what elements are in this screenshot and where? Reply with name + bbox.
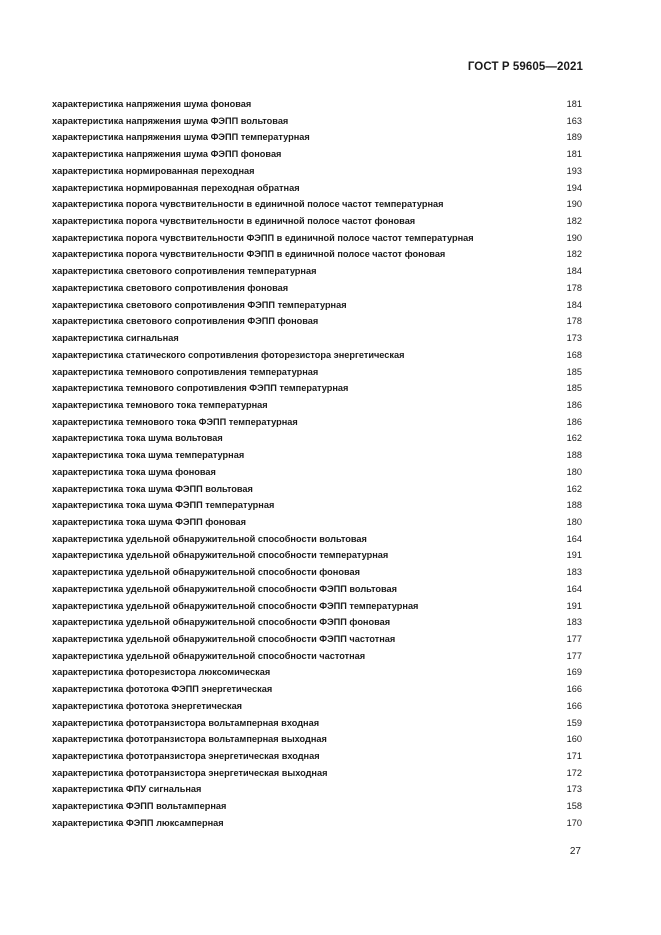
term-index-list: [52, 96, 582, 832]
index-term: характеристика удельной обнаружительной способности ФЭПП температурная: [52, 600, 419, 611]
index-row: [52, 347, 582, 364]
index-page-ref: 180: [566, 516, 582, 527]
index-page-ref: 158: [566, 801, 582, 812]
index-term: характеристика светового сопротивления фоновая: [52, 282, 289, 293]
index-row: [52, 447, 582, 464]
index-page-ref: 164: [566, 533, 582, 544]
index-term: характеристика ФЭПП люксамперная: [52, 817, 224, 828]
index-term: характеристика темнового тока ФЭПП температурная: [52, 416, 298, 427]
index-term: характеристика удельной обнаружительной способности вольтовая: [52, 533, 367, 544]
index-page-ref: 190: [566, 232, 582, 243]
index-row: [52, 514, 582, 531]
index-term: характеристика ФЭПП вольтамперная: [52, 801, 227, 812]
index-term: характеристика напряжения шума фоновая: [52, 99, 252, 109]
index-row: [52, 798, 582, 815]
index-row: [52, 230, 582, 247]
index-term: характеристика фототока ФЭПП энергетическая: [52, 684, 273, 695]
index-term: характеристика тока шума ФЭПП вольтовая: [52, 483, 253, 494]
index-page-ref: 183: [566, 567, 582, 578]
index-page-ref: 180: [566, 466, 582, 477]
index-term: характеристика фототока энергетическая: [52, 700, 243, 711]
index-page-ref: 177: [566, 634, 582, 644]
index-row: [52, 464, 582, 481]
index-term: характеристика темнового сопротивления ФЭПП температурная: [52, 383, 349, 394]
index-row: [52, 564, 582, 581]
index-term: характеристика порога чувствительности в единичной полосе частот фоновая: [52, 216, 416, 227]
index-row: [52, 246, 582, 263]
index-row: [52, 380, 582, 397]
index-page-ref: 185: [566, 366, 582, 377]
index-term: характеристика фототранзистора энергетическая выходная: [52, 767, 328, 778]
index-term: характеристика порога чувствительности ФЭПП в единичной полосе частот температурная: [52, 232, 474, 243]
index-term: характеристика тока шума температурная: [52, 450, 245, 461]
index-term: характеристика статического сопротивления фоторезистора энергетическая: [52, 349, 405, 360]
index-term: характеристика нормированная переходная обратная: [52, 182, 300, 193]
index-page-ref: 194: [566, 182, 582, 193]
index-row: [52, 297, 582, 314]
index-term: характеристика напряжения шума ФЭПП фоновая: [52, 149, 282, 160]
document-id: ГОСТ Р 59605—2021: [467, 61, 583, 73]
index-page-ref: 159: [566, 717, 582, 728]
index-term: характеристика тока шума ФЭПП фоновая: [52, 516, 246, 527]
index-term: характеристика удельной обнаружительной способности температурная: [52, 550, 389, 561]
index-page-ref: 190: [566, 199, 582, 210]
index-page-ref: 183: [566, 617, 582, 628]
index-term: характеристика светового сопротивления ФЭПП температурная: [52, 299, 347, 310]
index-page-ref: 164: [566, 583, 582, 594]
index-page-ref: 191: [566, 600, 582, 611]
index-row: [52, 163, 582, 180]
index-row: [52, 598, 582, 615]
index-row: [52, 196, 582, 213]
index-page-ref: 189: [566, 132, 582, 143]
index-page-ref: 182: [566, 249, 582, 260]
index-row: [52, 481, 582, 498]
index-row: [52, 631, 582, 648]
index-row: [52, 648, 582, 665]
index-row: [52, 96, 582, 113]
index-row: [52, 414, 582, 431]
index-row: [52, 313, 582, 330]
index-page-ref: 173: [566, 333, 582, 344]
index-term: характеристика ФПУ сигнальная: [52, 784, 202, 795]
index-page-ref: 193: [566, 165, 582, 176]
index-page-ref: 184: [566, 266, 582, 277]
index-page-ref: 166: [566, 684, 582, 695]
index-page-ref: 166: [566, 700, 582, 711]
index-term: характеристика нормированная переходная: [52, 165, 255, 176]
index-row: [52, 531, 582, 548]
index-term: характеристика тока шума фоновая: [52, 466, 216, 477]
index-term: характеристика напряжения шума ФЭПП вольтовая: [52, 115, 289, 126]
index-term: характеристика тока шума вольтовая: [52, 433, 223, 444]
index-term: характеристика удельной обнаружительной способности фоновая: [52, 567, 360, 578]
index-row: [52, 497, 582, 514]
index-row: [52, 146, 582, 163]
index-page-ref: 191: [566, 550, 582, 561]
index-page-ref: 186: [566, 399, 582, 410]
index-term: характеристика удельной обнаружительной способности ФЭПП вольтовая: [52, 583, 397, 594]
index-row: [52, 681, 582, 698]
index-row: [52, 715, 582, 732]
index-term: характеристика удельной обнаружительной способности ФЭПП фоновая: [52, 617, 391, 628]
index-page-ref: 171: [566, 751, 582, 762]
index-term: характеристика фототранзистора энергетическая входная: [52, 751, 320, 762]
index-row: [52, 765, 582, 782]
index-page-ref: 163: [566, 115, 582, 126]
index-term: характеристика порога чувствительности в единичной полосе частот температурная: [52, 199, 444, 210]
index-term: характеристика удельной обнаружительной способности ФЭПП частотная: [52, 634, 396, 644]
index-row: [52, 263, 582, 280]
index-page-ref: 184: [566, 299, 582, 310]
index-page-ref: 173: [566, 784, 582, 795]
index-row: [52, 581, 582, 598]
index-term: характеристика удельной обнаружительной способности частотная: [52, 650, 366, 661]
index-term: характеристика фототранзистора вольтамперная выходная: [52, 734, 327, 745]
index-row: [52, 180, 582, 197]
index-row: [52, 364, 582, 381]
index-row: [52, 614, 582, 631]
index-page-ref: 160: [566, 734, 582, 745]
index-row: [52, 213, 582, 230]
index-page-ref: 186: [566, 416, 582, 427]
index-page-ref: 162: [566, 433, 582, 444]
index-term: характеристика фоторезистора люксомическая: [52, 667, 271, 678]
index-row: [52, 397, 582, 414]
index-term: характеристика светового сопротивления ФЭПП фоновая: [52, 316, 319, 327]
index-term: характеристика темнового сопротивления температурная: [52, 366, 319, 377]
index-term: характеристика светового сопротивления температурная: [52, 266, 317, 277]
index-page-ref: 170: [566, 817, 582, 828]
index-page-ref: 177: [566, 650, 582, 661]
index-page-ref: 188: [566, 450, 582, 461]
index-row: [52, 113, 582, 130]
index-page-ref: 181: [566, 149, 582, 160]
index-row: [52, 815, 582, 832]
index-page-ref: 181: [566, 99, 582, 109]
index-page-ref: 178: [566, 282, 582, 293]
page-number: 27: [569, 846, 581, 857]
index-row: [52, 664, 582, 681]
index-term: характеристика тока шума ФЭПП температурная: [52, 500, 275, 511]
index-row: [52, 330, 582, 347]
index-term: характеристика напряжения шума ФЭПП температурная: [52, 132, 310, 143]
index-term: характеристика порога чувствительности ФЭПП в единичной полосе частот фоновая: [52, 249, 446, 260]
index-page-ref: 172: [566, 767, 582, 778]
index-page-ref: 168: [566, 349, 582, 360]
index-term: характеристика темнового тока температурная: [52, 399, 268, 410]
index-row: [52, 748, 582, 765]
index-term: характеристика сигнальная: [52, 333, 179, 344]
index-term: характеристика фототранзистора вольтамперная входная: [52, 717, 320, 728]
index-row: [52, 547, 582, 564]
index-row: [52, 430, 582, 447]
index-row: [52, 731, 582, 748]
index-page-ref: 169: [566, 667, 582, 678]
index-page-ref: 182: [566, 216, 582, 227]
index-page-ref: 185: [566, 383, 582, 394]
index-page-ref: 188: [566, 500, 582, 511]
index-row: [52, 781, 582, 798]
index-row: [52, 698, 582, 715]
index-page-ref: 178: [566, 316, 582, 327]
index-row: [52, 280, 582, 297]
index-row: [52, 129, 582, 146]
index-page-ref: 162: [566, 483, 582, 494]
